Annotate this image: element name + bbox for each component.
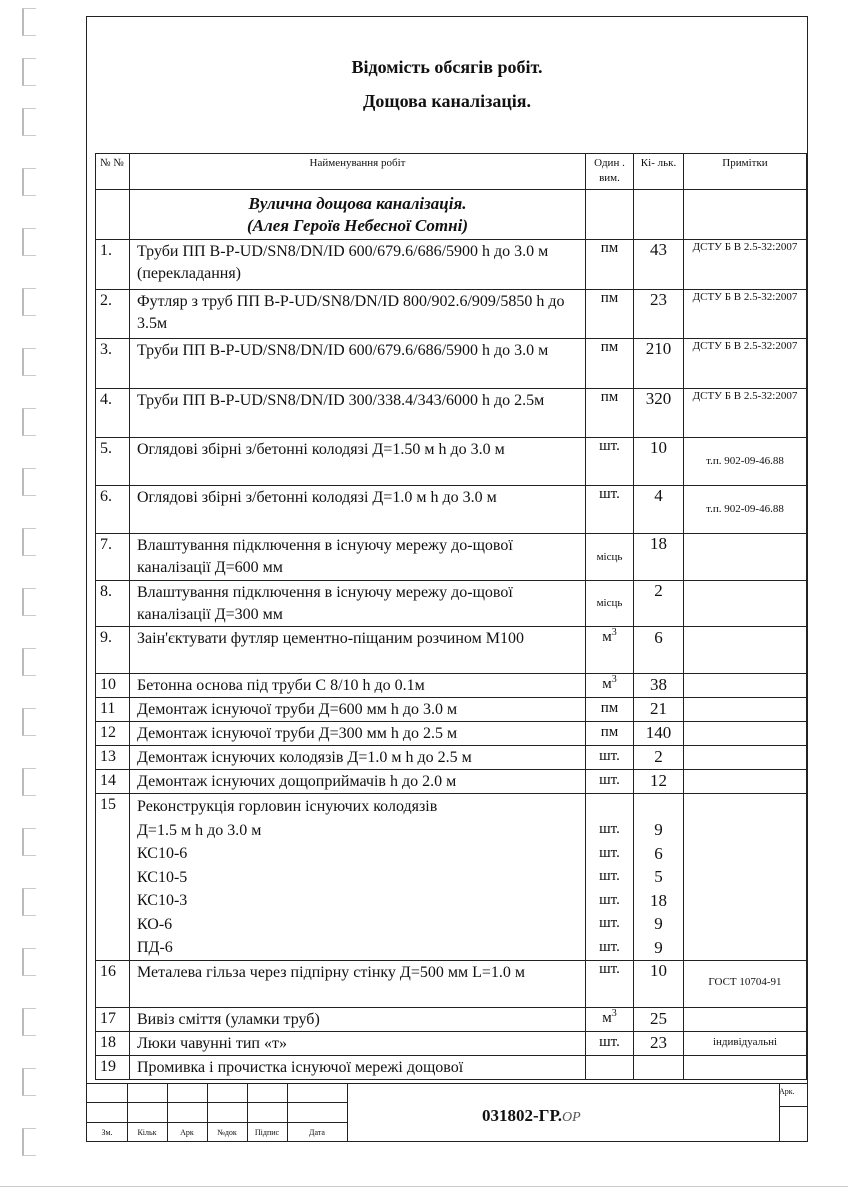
binder-hole xyxy=(22,588,36,616)
table-row: 12 Демонтаж існуючої труби Д=300 мм h до 2.5 м пм 140 xyxy=(96,722,807,746)
binder-hole xyxy=(22,1128,36,1156)
binder-hole xyxy=(22,58,36,86)
binder-hole xyxy=(22,528,36,556)
binder-hole xyxy=(22,888,36,916)
table-row: 17 Вивіз сміття (уламки труб) $м^3$ 25 xyxy=(96,1008,807,1032)
document-title: Відомість обсягів робіт. xyxy=(351,57,543,77)
stamp-label-qty: Кільк xyxy=(137,1128,157,1137)
drawing-code: 031802-ГР.ОР xyxy=(482,1106,581,1125)
stamp-sheet-label: Арк. xyxy=(779,1087,795,1096)
title-block xyxy=(87,1083,807,1142)
table-row-reconstruction: 15 Реконструкція горловин існуючих колодязів Д=1.5 м h до 3.0 м КС10-6 КС10-5 КС10-3 КО-6 ПД-6 шт. шт. шт. шт. шт. шт. 9 6 5 18 9 9 xyxy=(96,794,807,961)
binder-hole xyxy=(22,408,36,436)
header-num: № № xyxy=(96,154,130,190)
table-row: 7. Влаштування підключення в існуючу мережу до-щової каналізації Д=600 мм місць 18 xyxy=(96,534,807,581)
binder-hole xyxy=(22,828,36,856)
section-street: (Алея Героїв Небесної Сотні) xyxy=(247,216,468,235)
table-row: 11 Демонтаж існуючої труби Д=600 мм h до 3.0 м пм 21 xyxy=(96,698,807,722)
binder-hole xyxy=(22,228,36,256)
table-row: 8. Влаштування підключення в існуючу мережу до-щової каналізації Д=300 мм місць 2 xyxy=(96,581,807,627)
stamp-label-signature: Підпис xyxy=(254,1128,280,1137)
section-row xyxy=(96,190,807,240)
table-row: 13 Демонтаж існуючих колодязів Д=1.0 м h до 2.5 м шт. 2 xyxy=(96,746,807,770)
table-row: 6. Оглядові збірні з/бетонні колодязі Д=1.0 м h до 3.0 м шт. 4 т.п. 902-09-46.88 xyxy=(96,486,807,534)
header-notes: Примітки xyxy=(684,154,807,190)
binder-hole xyxy=(22,708,36,736)
stamp-label-date: Дата xyxy=(309,1128,325,1137)
table-row: 14 Демонтаж існуючих дощоприймачів h до 2.0 м шт. 12 xyxy=(96,770,807,794)
binder-hole xyxy=(22,8,36,36)
binder-hole xyxy=(22,108,36,136)
table-row: 18 Люки чавунні тип «т» шт. 23 індивідуальні xyxy=(96,1032,807,1056)
page-bottom-edge xyxy=(0,1186,848,1187)
stamp-label-docno: №док xyxy=(217,1128,237,1137)
binder-hole xyxy=(22,288,36,316)
table-row: 10 Бетонна основа під труби С 8/10 h до 0.1м $м^3$ 38 xyxy=(96,674,807,698)
binder-hole xyxy=(22,168,36,196)
binder-hole xyxy=(22,1008,36,1036)
drawing-frame xyxy=(86,16,808,1142)
header-name: Найменування робіт xyxy=(130,154,586,190)
binder-hole xyxy=(22,768,36,796)
section-title: Вулична дощова каналізація. xyxy=(248,194,467,213)
header-qty: Кі- льк. xyxy=(634,154,684,190)
drawing-code-handwritten: ОР xyxy=(562,1110,581,1125)
header-unit: Один . вим. xyxy=(586,154,634,190)
table-row: 1. Труби ПП В-Р-UD/SN8/DN/ID 600/679.6/686/5900 h до 3.0 м (перекладання) пм 43 ДСТУ Б В 2.5-32:2007 xyxy=(96,240,807,290)
table-row: 3. Труби ПП В-Р-UD/SN8/DN/ID 600/679.6/686/5900 h до 3.0 м пм 210 ДСТУ Б В 2.5-32:2007 xyxy=(96,339,807,389)
binder-hole xyxy=(22,948,36,976)
document-subtitle: Дощова каналізація. xyxy=(363,91,531,111)
binder-hole xyxy=(22,1068,36,1096)
table-row: 4. Труби ПП В-Р-UD/SN8/DN/ID 300/338.4/343/6000 h до 2.5м пм 320 ДСТУ Б В 2.5-32:2007 xyxy=(96,389,807,438)
stamp-label-change: Зм. xyxy=(101,1128,113,1137)
table-row: 9. Заін'єктувати футляр цементно-піщаним розчином М100 $м^3$ 6 xyxy=(96,627,807,674)
table-row: 2. Футляр з труб ПП В-Р-UD/SN8/DN/ID 800/902.6/909/5850 h до 3.5м пм 23 ДСТУ Б В 2.5-32:2007 xyxy=(96,290,807,339)
table-row: 19 Промивка і прочистка існуючої мережі дощової xyxy=(96,1056,807,1080)
binder-margin xyxy=(0,0,40,1200)
binder-hole xyxy=(22,348,36,376)
binder-hole xyxy=(22,648,36,676)
stamp-label-sheet: Арк xyxy=(180,1128,194,1137)
works-table xyxy=(95,153,807,1080)
binder-hole xyxy=(22,468,36,496)
table-row: 5. Оглядові збірні з/бетонні колодязі Д=1.50 м h до 3.0 м шт. 10 т.п. 902-09-46.88 xyxy=(96,438,807,486)
table-row: 16 Металева гільза через підпірну стінку Д=500 мм L=1.0 м шт. 10 ГОСТ 10704-91 xyxy=(96,961,807,1008)
table-header-row xyxy=(96,154,807,190)
